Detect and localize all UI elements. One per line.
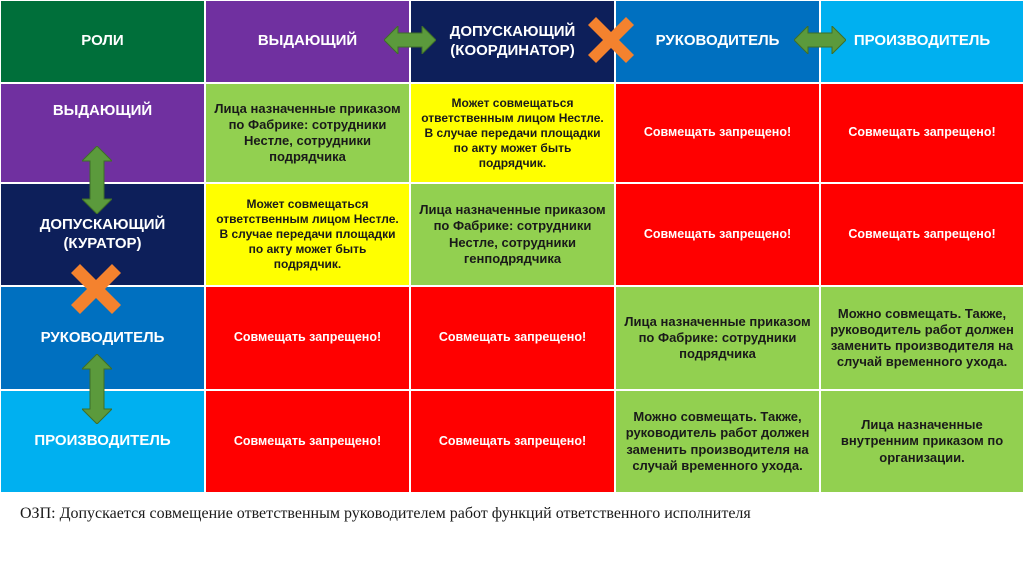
header-manager — [615, 0, 820, 83]
header-issuer-text: ВЫДАЮЩИЙ — [257, 32, 358, 50]
double-arrow-vertical-icon — [82, 354, 112, 424]
cell-text: Совмещать запрещено! — [233, 330, 382, 345]
row-label-admitter-text: ДОПУСКАЮЩИЙ (КУРАТОР) — [39, 215, 166, 252]
cell-text: Можно совмещать. Также, руководитель работ должен заменить производителя на случай временного ухода. — [830, 305, 1014, 370]
cell-manager-admitter — [410, 286, 615, 390]
cross-icon — [588, 17, 634, 63]
cell-admitter-producer — [820, 183, 1024, 286]
cell-producer-admitter — [410, 390, 615, 493]
cell-issuer-manager — [615, 83, 820, 183]
cell-text: Лица назначенные приказом по Фабрике: сотрудники Нестле, сотрудники генподрядчика — [419, 202, 606, 266]
double-arrow-horizontal-icon — [384, 26, 436, 54]
cell-issuer-admitter — [410, 83, 615, 183]
cell-text: Может совмещаться ответственным лицом Нестле. В случае передачи площадки по акту может быть подрядчик. — [421, 95, 604, 170]
cell-text: Совмещать запрещено! — [643, 226, 792, 241]
row-label-producer-text: ПРОИЗВОДИТЕЛЬ — [34, 432, 171, 450]
cell-text: Совмещать запрещено! — [233, 433, 382, 448]
cell-issuer-producer — [820, 83, 1024, 183]
cell-producer-manager — [615, 390, 820, 493]
row-label-issuer-text: ВЫДАЮЩИЙ — [52, 101, 153, 119]
header-roles-text: РОЛИ — [81, 32, 124, 50]
header-manager-text: РУКОВОДИТЕЛЬ — [655, 32, 780, 50]
cell-manager-producer — [820, 286, 1024, 390]
cell-text: Может совмещаться ответственным лицом Нестле. В случае передачи площадки по акту может быть подрядчик. — [216, 197, 399, 271]
cross-icon — [71, 264, 121, 314]
header-admitter-text: ДОПУСКАЮЩИЙ (КООРДИНАТОР) — [449, 22, 576, 59]
row-label-manager-text: РУКОВОДИТЕЛЬ — [40, 328, 165, 346]
cell-manager-manager — [615, 286, 820, 390]
header-issuer — [205, 0, 410, 83]
cell-manager-issuer — [205, 286, 410, 390]
header-producer — [820, 0, 1024, 83]
cell-text: Совмещать запрещено! — [848, 125, 996, 140]
cell-producer-issuer — [205, 390, 410, 493]
cell-admitter-admitter — [410, 183, 615, 286]
double-arrow-vertical-icon — [82, 146, 112, 214]
cell-text: Лица назначенные приказом по Фабрике: сотрудники Нестле, сотрудники подрядчика — [214, 100, 401, 165]
cell-text: Совмещать запрещено! — [438, 433, 587, 448]
cell-text: Совмещать запрещено! — [438, 330, 587, 345]
cell-admitter-issuer — [205, 183, 410, 286]
cell-text: Совмещать запрещено! — [643, 125, 792, 140]
cell-text: Лица назначенные внутренним приказом по организации. — [840, 417, 1004, 465]
cell-admitter-manager — [615, 183, 820, 286]
cell-text: Можно совмещать. Также, руководитель работ должен заменить производителя на случай временного ухода. — [625, 409, 810, 473]
header-admitter — [410, 0, 615, 83]
cell-text: Совмещать запрещено! — [848, 226, 996, 241]
double-arrow-horizontal-icon — [794, 26, 846, 54]
footnote: ОЗП: Допускается совмещение ответственным руководителем работ функций ответственного исполнителя — [20, 505, 751, 522]
header-roles — [0, 0, 205, 83]
cell-text: Лица назначенные приказом по Фабрике: сотрудники подрядчика — [624, 313, 811, 362]
cell-issuer-issuer — [205, 83, 410, 183]
header-producer-text: ПРОИЗВОДИТЕЛЬ — [853, 32, 991, 50]
cell-producer-producer — [820, 390, 1024, 493]
